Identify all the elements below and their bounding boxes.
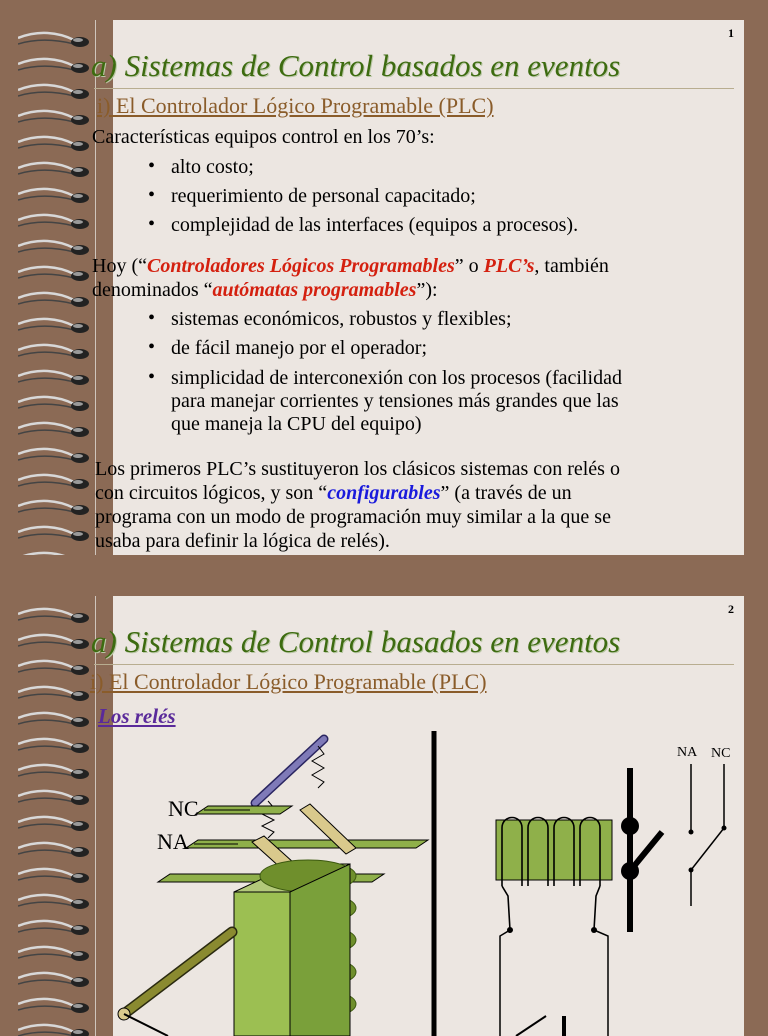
- bullet-item: • sistemas económicos, robustos y flexibles;: [148, 307, 512, 330]
- relay-diagram: [18, 596, 744, 1036]
- slide-2: [18, 596, 744, 1036]
- slide-title: a) Sistemas de Control basados en eventos: [91, 624, 621, 659]
- label-nc-small: NC: [711, 746, 731, 761]
- slide-subtitle: i) El Controlador Lógico Programable (PLC): [97, 93, 494, 118]
- highlight-term: configurables: [327, 482, 441, 504]
- title-rule: [94, 88, 734, 89]
- bullet-item: • de fácil manejo por el operador;: [148, 336, 427, 359]
- slide-1: [18, 20, 744, 555]
- relay-schematic: [496, 764, 727, 1036]
- highlight-term: autómatas programables: [212, 279, 417, 301]
- today-paragraph: Hoy (“Controladores Lógicos Programables” o PLC’s, también denominados “autómatas programables”):: [92, 255, 609, 301]
- highlight-term: Controladores Lógicos Programables: [146, 255, 455, 277]
- bullet-item: • complejidad de las interfaces (equipos a procesos).: [148, 213, 579, 236]
- label-na: NA: [157, 829, 189, 854]
- bullet-item: • alto costo;: [148, 155, 254, 178]
- intro-text: Características equipos control en los 70’s:: [92, 126, 435, 148]
- slide-subtitle: i) El Controlador Lógico Programable (PLC): [90, 669, 487, 694]
- label-na-small: NA: [677, 745, 698, 760]
- highlight-term: PLC’s: [483, 255, 535, 277]
- bullet-item: • simplicidad de interconexión con los procesos (facilidad para manejar corrientes y tensiones más grandes que las que maneja la CPU del equipo): [148, 366, 622, 435]
- final-paragraph: Los primeros PLC’s sustituyeron los clásicos sistemas con relés o con circuitos lógicos, y son “configurables” (a través de un programa con un modo de programación muy similar a la que se usaba para definir la lógica de relés).: [95, 458, 620, 552]
- slide-title: a) Sistemas de Control basados en eventos: [91, 48, 621, 83]
- bullet-item: • requerimiento de personal capacitado;: [148, 184, 476, 207]
- page-number: 2: [728, 602, 734, 616]
- label-nc: NC: [168, 796, 199, 821]
- relay-illustration: [118, 739, 428, 1036]
- page-number: 1: [728, 26, 734, 40]
- section-heading: Los relés: [98, 704, 176, 728]
